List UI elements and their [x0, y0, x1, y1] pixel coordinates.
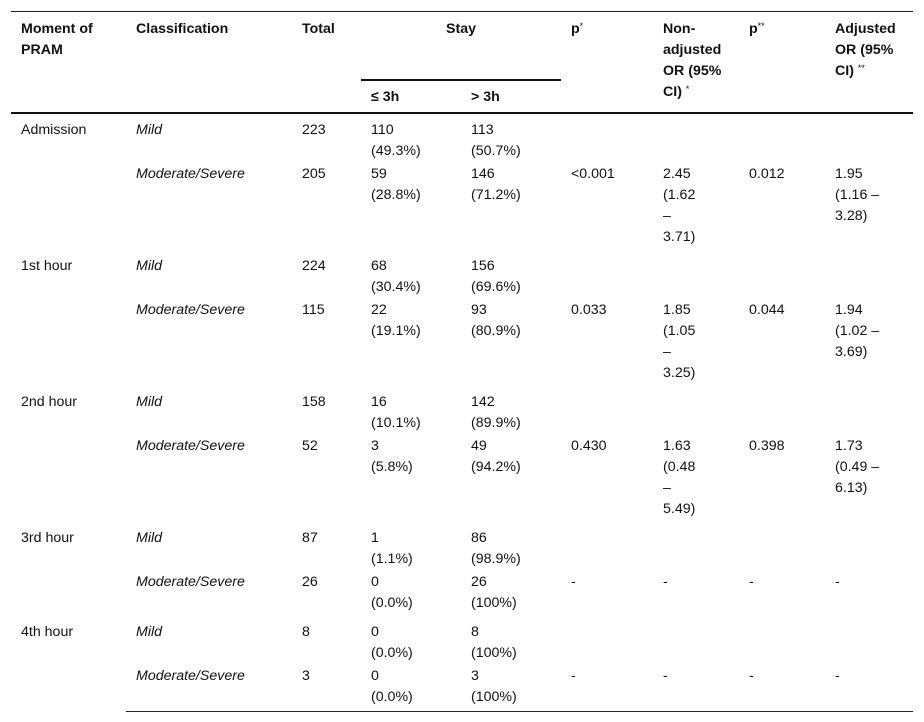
stay-le-percent: (1.1%): [371, 551, 413, 567]
stay-le-cell: [361, 250, 461, 300]
stay-le-cell: [361, 164, 461, 250]
header-adjusted-or: [825, 12, 913, 114]
header-p-unadjusted-label: p: [571, 21, 580, 37]
moment-cell: 2nd hour: [21, 394, 78, 410]
p-adjusted-cell: 0.012: [749, 166, 785, 182]
header-p-adjusted-mark: **: [757, 21, 765, 31]
adjusted-or-line: -: [835, 574, 840, 590]
table-row: [11, 436, 913, 522]
results-table: [11, 11, 913, 712]
stay-le-percent: (10.1%): [371, 415, 421, 431]
header-p-adjusted: [739, 12, 825, 114]
table-row: [11, 522, 913, 572]
stay-gt-count: 8: [471, 624, 479, 640]
adjusted-or-cell: [825, 164, 913, 250]
stay-le-percent: (19.1%): [371, 323, 421, 339]
p-adjusted-cell: 0.044: [749, 302, 785, 318]
non-adjusted-or-line: 1.63: [663, 438, 691, 454]
stay-le-percent: (0.0%): [371, 595, 413, 611]
stay-gt-count: 113: [471, 122, 494, 138]
stay-le-count: 1: [371, 530, 379, 546]
moment-cell: 4th hour: [21, 624, 74, 640]
total-cell: 87: [302, 530, 318, 546]
header-moment: Moment of PRAM: [21, 21, 93, 58]
non-adjusted-or-cell: [653, 250, 739, 300]
stay-gt-count: 156: [471, 258, 495, 274]
non-adjusted-or-line: -: [663, 668, 668, 684]
header-stay-gt-3h: > 3h: [461, 80, 561, 113]
classification-cell: Moderate/Severe: [126, 666, 292, 712]
p-unadjusted-cell: -: [571, 574, 576, 590]
adjusted-or-cell: [825, 572, 913, 616]
total-cell: 115: [302, 302, 325, 318]
adjusted-or-cell: [825, 300, 913, 386]
classification-cell: Moderate/Severe: [136, 166, 245, 182]
stay-gt-percent: (50.7%): [471, 143, 521, 159]
header-non-adjusted-or-mark: *: [685, 84, 690, 94]
classification-cell: Moderate/Severe: [136, 574, 245, 590]
p-adjusted-cell: [739, 250, 825, 300]
header-adjusted-or-mark: **: [857, 63, 865, 73]
stay-gt-cell: [461, 666, 561, 712]
p-unadjusted-cell: [561, 113, 653, 164]
moment-cell: 3rd hour: [21, 530, 74, 546]
stay-le-percent: (49.3%): [371, 143, 421, 159]
stay-gt-cell: [461, 522, 561, 572]
non-adjusted-or-cell: [653, 386, 739, 436]
stay-le-count: 110: [371, 122, 394, 138]
stay-gt-percent: (100%): [471, 645, 517, 661]
table-row: [11, 572, 913, 616]
p-adjusted-cell: [739, 113, 825, 164]
stay-le-percent: (0.0%): [371, 645, 413, 661]
adjusted-or-line: (1.16 –: [835, 187, 880, 203]
stay-le-cell: [361, 616, 461, 666]
table-row: [11, 386, 913, 436]
header-classification: Classification: [136, 21, 229, 37]
stay-gt-cell: [461, 616, 561, 666]
non-adjusted-or-cell: [653, 164, 739, 250]
non-adjusted-or-cell: [653, 666, 739, 712]
adjusted-or-cell: [825, 616, 913, 666]
total-cell: 223: [292, 113, 361, 164]
p-adjusted-cell: [739, 522, 825, 572]
non-adjusted-or-line: 3.25): [663, 365, 696, 381]
stay-le-cell: [361, 572, 461, 616]
stay-gt-percent: (80.9%): [471, 323, 521, 339]
adjusted-or-line: 1.95: [835, 166, 863, 182]
non-adjusted-or-cell: [653, 572, 739, 616]
table-row: [11, 113, 913, 164]
stay-gt-cell: [461, 386, 561, 436]
classification-cell: Moderate/Severe: [136, 438, 245, 454]
header-row: [11, 12, 913, 81]
stay-gt-percent: (94.2%): [471, 459, 521, 475]
stay-le-cell: [361, 300, 461, 386]
total-cell: 158: [302, 394, 326, 410]
stay-gt-percent: (89.9%): [471, 415, 521, 431]
p-unadjusted-cell: [561, 250, 653, 300]
stay-le-cell: [361, 436, 461, 522]
header-p-unadjusted-mark: *: [579, 21, 584, 31]
classification-cell: Mild: [126, 113, 292, 164]
header-p-adjusted-label: p: [749, 21, 758, 37]
stay-le-count: 68: [371, 258, 387, 274]
p-unadjusted-cell: 0.430: [571, 438, 607, 454]
table-body: [11, 113, 913, 712]
adjusted-or-line: 1.94: [835, 302, 863, 318]
moment-cell: Admission: [11, 113, 126, 250]
stay-gt-count: 93: [471, 302, 487, 318]
stay-le-count: 59: [371, 166, 387, 182]
stay-gt-percent: (71.2%): [471, 187, 521, 203]
stay-gt-count: 142: [471, 394, 495, 410]
adjusted-or-line: 6.13): [835, 480, 868, 496]
total-cell: 224: [302, 258, 326, 274]
stay-gt-cell: [461, 250, 561, 300]
adjusted-or-cell: [825, 436, 913, 522]
stay-gt-count: 26: [471, 574, 487, 590]
header-stay: Stay: [446, 21, 476, 37]
stay-le-percent: (28.8%): [371, 187, 421, 203]
p-adjusted-cell: -: [739, 666, 825, 712]
non-adjusted-or-line: –: [663, 208, 671, 224]
stay-gt-cell: [461, 113, 561, 164]
stay-le-count: 0: [371, 668, 379, 684]
adjusted-or-cell: [825, 522, 913, 572]
non-adjusted-or-line: (0.48: [663, 459, 696, 475]
table-row: [11, 164, 913, 250]
adjusted-or-cell: [825, 250, 913, 300]
stay-gt-percent: (98.9%): [471, 551, 521, 567]
stay-le-percent: (0.0%): [371, 689, 413, 705]
p-unadjusted-cell: <0.001: [571, 166, 615, 182]
table-row: [11, 300, 913, 386]
classification-cell: Mild: [136, 530, 163, 546]
p-adjusted-cell: [739, 386, 825, 436]
adjusted-or-line: 3.69): [835, 344, 868, 360]
stay-le-count: 3: [371, 438, 379, 454]
stay-gt-percent: (69.6%): [471, 279, 521, 295]
header-adjusted-or-label: Adjusted OR (95% CI): [835, 21, 896, 79]
adjusted-or-line: 1.73: [835, 438, 863, 454]
adjusted-or-line: (0.49 –: [835, 459, 880, 475]
classification-cell: Mild: [136, 624, 163, 640]
p-unadjusted-cell: [561, 616, 653, 666]
non-adjusted-or-line: 2.45: [663, 166, 691, 182]
header-non-adjusted-or-label: Non-adjusted OR (95% CI): [663, 21, 722, 100]
stay-le-cell: [361, 666, 461, 712]
p-unadjusted-cell: [561, 522, 653, 572]
stay-le-percent: (30.4%): [371, 279, 421, 295]
total-cell: 8: [302, 624, 310, 640]
classification-cell: Mild: [136, 394, 163, 410]
non-adjusted-or-line: (1.05: [663, 323, 696, 339]
total-cell: 52: [302, 438, 318, 454]
non-adjusted-or-cell: [653, 300, 739, 386]
moment-cell: 1st hour: [21, 258, 73, 274]
table-row: [11, 666, 913, 712]
stay-gt-percent: (100%): [471, 595, 517, 611]
non-adjusted-or-cell: [653, 616, 739, 666]
stay-gt-cell: [461, 572, 561, 616]
header-p-unadjusted: [561, 12, 653, 114]
non-adjusted-or-line: –: [663, 344, 671, 360]
stay-le-cell: [361, 113, 461, 164]
stay-le-count: 0: [371, 574, 379, 590]
p-unadjusted-cell: 0.033: [571, 302, 607, 318]
total-cell: 3: [292, 666, 361, 712]
adjusted-or-cell: [825, 666, 913, 712]
stay-gt-percent: (100%): [471, 689, 517, 705]
stay-le-cell: [361, 522, 461, 572]
adjusted-or-line: 3.28): [835, 208, 868, 224]
header-non-adjusted-or: [653, 12, 739, 114]
stay-le-count: 0: [371, 624, 379, 640]
stay-le-percent: (5.8%): [371, 459, 413, 475]
header-stay-le-3h: ≤ 3h: [361, 80, 461, 113]
p-unadjusted-cell: [561, 386, 653, 436]
non-adjusted-or-line: –: [663, 480, 671, 496]
p-adjusted-cell: -: [749, 574, 754, 590]
table-row: [11, 616, 913, 666]
table-header: [11, 12, 913, 114]
classification-cell: Moderate/Severe: [136, 302, 245, 318]
non-adjusted-or-line: 1.85: [663, 302, 691, 318]
p-adjusted-cell: 0.398: [749, 438, 785, 454]
classification-cell: Mild: [136, 258, 163, 274]
p-adjusted-cell: [739, 616, 825, 666]
stay-gt-count: 146: [471, 166, 495, 182]
stay-le-count: 22: [371, 302, 387, 318]
adjusted-or-cell: [825, 386, 913, 436]
adjusted-or-cell: [825, 113, 913, 164]
adjusted-or-line: -: [835, 668, 840, 684]
non-adjusted-or-line: 3.71): [663, 229, 696, 245]
header-total: Total: [302, 21, 335, 37]
non-adjusted-or-line: 5.49): [663, 501, 696, 517]
adjusted-or-line: (1.02 –: [835, 323, 880, 339]
non-adjusted-or-line: -: [663, 574, 668, 590]
stay-gt-count: 3: [471, 668, 479, 684]
total-cell: 205: [302, 166, 326, 182]
non-adjusted-or-cell: [653, 522, 739, 572]
stay-le-cell: [361, 386, 461, 436]
table-row: [11, 250, 913, 300]
stay-le-count: 16: [371, 394, 387, 410]
non-adjusted-or-cell: [653, 113, 739, 164]
non-adjusted-or-line: (1.62: [663, 187, 696, 203]
stay-gt-cell: [461, 300, 561, 386]
stay-gt-cell: [461, 164, 561, 250]
total-cell: 26: [302, 574, 318, 590]
non-adjusted-or-cell: [653, 436, 739, 522]
p-unadjusted-cell: -: [561, 666, 653, 712]
stay-gt-count: 49: [471, 438, 487, 454]
stay-gt-count: 86: [471, 530, 487, 546]
stay-gt-cell: [461, 436, 561, 522]
